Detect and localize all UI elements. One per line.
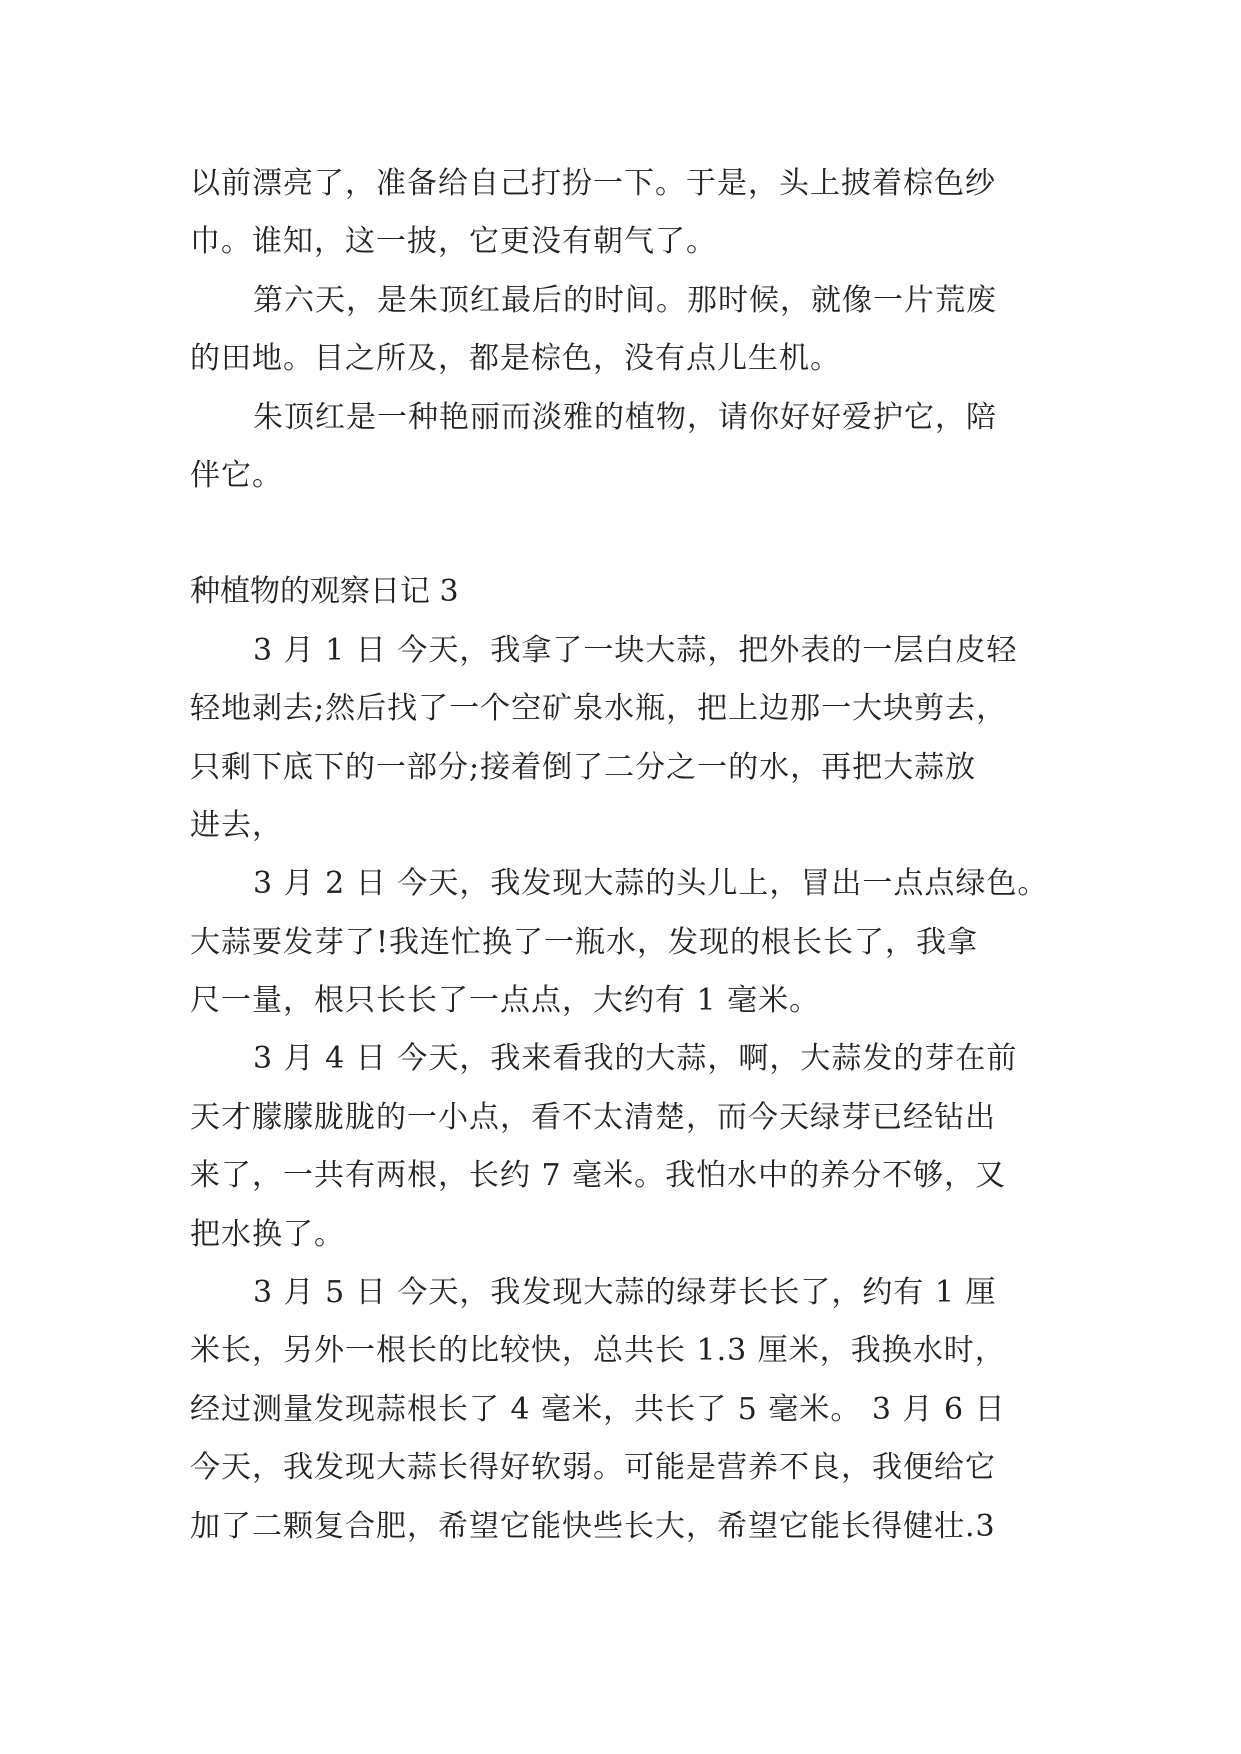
section-heading: 种植物的观察日记 3: [190, 574, 459, 610]
text-line: 的田地。目之所及，都是棕色，没有点儿生机。: [190, 341, 841, 377]
paragraph-2: [190, 272, 1050, 389]
text-line: 进去，: [190, 807, 283, 843]
text-line: 来了，一共有两根，长约 7 毫米。我怕水中的养分不够，又: [190, 1158, 1007, 1194]
text-line: 尺一量，根只长长了一点点，大约有 1 毫米。: [190, 983, 821, 1019]
diary-entry-mar-5: [190, 1264, 1050, 1556]
text-line: 3 月 4 日 今天，我来看我的大蒜，啊，大蒜发的芽在前: [253, 1041, 1018, 1077]
text-line: 米长，另外一根长的比较快，总共长 1.3 厘米，我换水时，: [190, 1333, 1006, 1369]
text-line: 伴它。: [190, 457, 283, 493]
text-line: 经过测量发现蒜根长了 4 毫米，共长了 5 毫米。 3 月 6 日: [190, 1391, 1006, 1427]
text-line: 只剩下底下的一部分;接着倒了二分之一的水，再把大蒜放: [190, 749, 977, 785]
diary-entry-mar-4: [190, 1030, 1050, 1264]
diary-entry-mar-2: [190, 855, 1050, 1030]
text-line: 3 月 5 日 今天，我发现大蒜的绿芽长长了，约有 1 厘: [253, 1275, 997, 1311]
text-line: 把水换了。: [190, 1216, 345, 1252]
diary-entry-mar-1: [190, 622, 1050, 856]
text-line: 以前漂亮了，准备给自己打扮一下。于是，头上披着棕色纱: [190, 166, 996, 201]
text-line: 第六天，是朱顶红最后的时间。那时候，就像一片荒废: [253, 282, 997, 318]
document-page: [190, 155, 1050, 1556]
text-line: 今天，我发现大蒜长得好软弱。可能是营养不良，我便给它: [190, 1450, 996, 1486]
text-line: 朱顶红是一种艳丽而淡雅的植物，请你好好爱护它，陪: [253, 399, 997, 435]
text-line: 加了二颗复合肥，希望它能快些长大，希望它能长得健壮.3: [190, 1508, 996, 1544]
paragraph-3: [190, 389, 1050, 506]
paragraph-1: [190, 155, 1050, 272]
text-line: 大蒜要发芽了!我连忙换了一瓶水，发现的根长长了，我拿: [190, 924, 979, 960]
text-line: 3 月 2 日 今天，我发现大蒜的头儿上，冒出一点点绿色。: [253, 866, 1049, 902]
text-line: 巾。谁知，这一披，它更没有朝气了。: [190, 224, 717, 260]
text-line: 轻地剥去;然后找了一个空矿泉水瓶，把上边那一大块剪去，: [190, 691, 1008, 727]
text-line: 3 月 1 日 今天，我拿了一块大蒜，把外表的一层白皮轻: [253, 632, 1018, 668]
text-line: 天才朦朦胧胧的一小点，看不太清楚，而今天绿芽已经钻出: [190, 1099, 996, 1135]
